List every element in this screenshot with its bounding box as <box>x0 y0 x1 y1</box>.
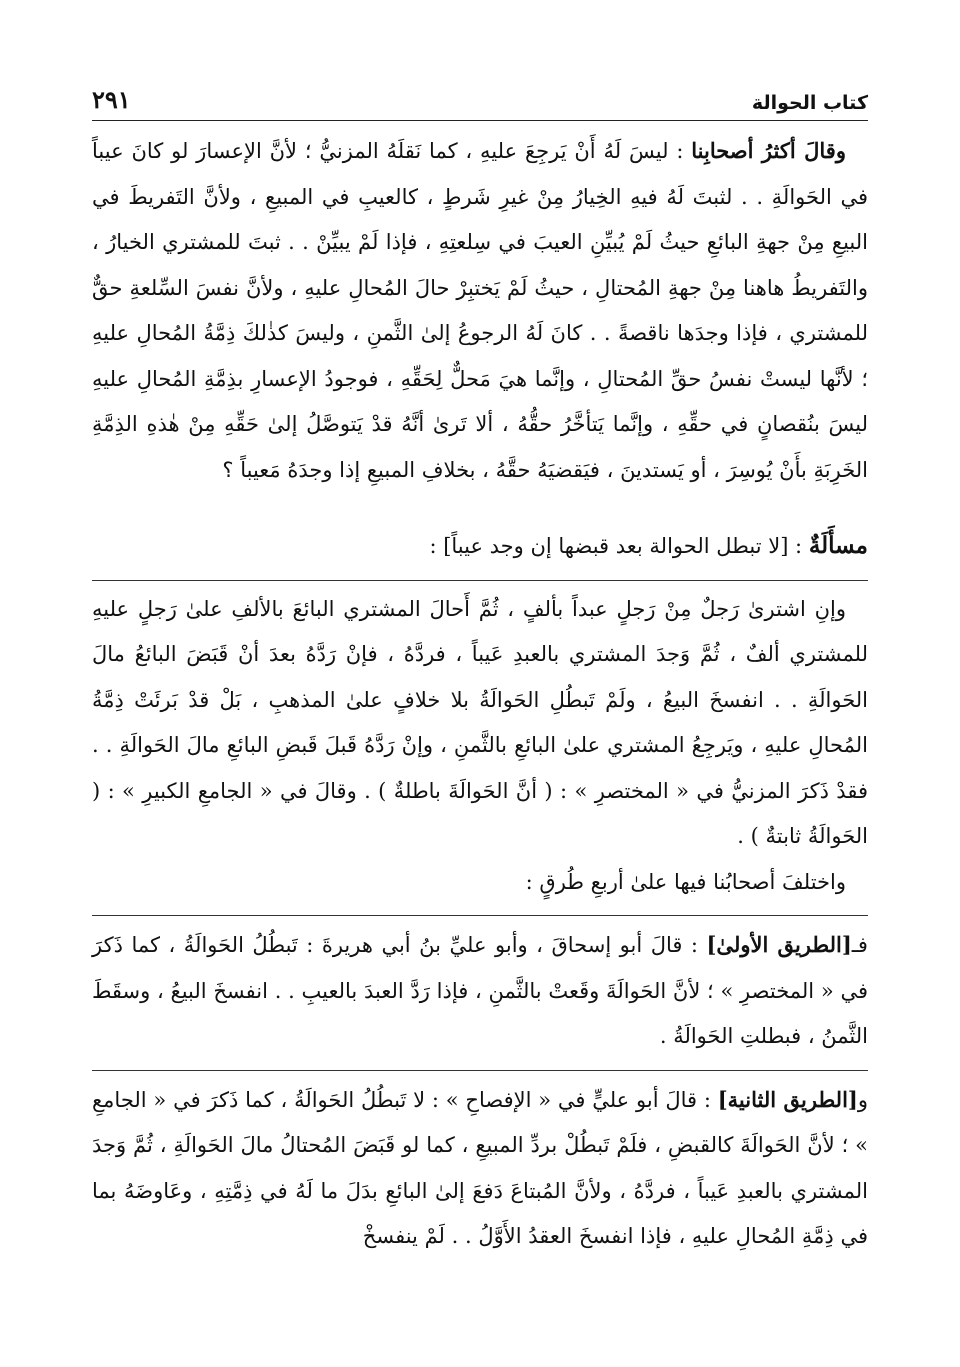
paragraph-first-way <box>92 922 868 1060</box>
page-number: ٢٩١ <box>92 85 131 114</box>
section-divider <box>92 915 868 916</box>
paragraph-four-ways: واختلفَ أصحابُنا فيها علىٰ أربعِ طُرقٍ : <box>525 869 846 894</box>
running-head: كتاب الحوالة <box>751 92 868 114</box>
section-divider <box>92 580 868 581</box>
paragraph-majority-view <box>92 128 868 493</box>
issue-label: مسأَلَةٌ <box>808 532 868 559</box>
second-way-label: [الطريق الثانية] <box>717 1086 858 1112</box>
first-way-label: [الطريق الأولىٰ] <box>706 932 852 957</box>
paragraph-lead: وقالَ أكثرُ أصحابِنا <box>691 138 846 163</box>
paragraph-prefix: فـ <box>851 933 868 957</box>
paragraph-text: : قالَ أبو إسحاقَ ، وأبو عليِّ بنُ أبي هريرةَ : تَبطُلُ الحَوالَةُ ، كما ذَكرَ في « المختصرِ » ؛ لأنَّ الحَوالَةَ وقَعتْ بالثَّمنِ ، فإذا رَدَّ العبدَ بالعيبِ . . انفسخَ البيعُ ، وسقَطَ الثَّمنُ ، فبطلتِ الحَوالَةُ . <box>92 933 868 1048</box>
issue-subtitle: : [لا تبطل الحوالة بعد قبضها إن وجد عيباً] : <box>429 534 809 558</box>
paragraph-text: : ليسَ لَهُ أَنْ يَرجِعَ عليهِ ، كما نَقلَهُ المزنيُّ ؛ لأنَّ الإعسارَ لو كانَ عيباً في الحَوالَةِ . . لثبتَ لَهُ فيهِ الخِيارُ مِنْ غيرِ شَرطٍ ، كالعيبِ في المبيعِ ، ولأنَّ التَفريطَ في البيعِ مِنْ جهةِ البائعِ حيثُ لَمْ يُبيِّنِ العيبَ في سِلعتِهِ ، فإذا لَمْ يبيِّنْ . . ثبتَ للمشتري الخيارُ ، والتَفريطُ هاهنا مِنْ جهةِ المُحتالِ ، حيثُ لَمْ يَختبِرْ حالَ المُحالِ عليهِ ، ولأنَّ نفسَ السِّلعةِ حقٌّ للمشتري ، فإذا وجدَها ناقصةً . . كانَ لَهُ الرجوعُ إلىٰ الثَّمنِ ، وليسَ كذٰلكَ ذِمَّةُ المُحالِ عليهِ ؛ لأنَّها ليستْ نفسُ حقِّ المُحتالِ ، وإنَّما هيَ مَحلٌّ لِحَقِّهِ ، فوجودُ الإعسارِ بذِمَّةِ المُحالِ عليهِ ليسَ بنُقصانٍ في حقِّهِ ، وإنَّما يَتأخَّرُ حقُّهُ ، ألا تَرىٰ أنَّهُ قدْ يَتوصَّلُ إلىٰ حَقِّهِ مِنْ هٰذهِ الذِمَّةِ الخَرِبَةِ بأَنْ يُوسِرَ ، أو يَستدينَ ، فيَقضيَهُ حقَّهُ ، بخلافِ المبيعِ إذا وجدَهُ مَعيباً ؟ <box>92 139 868 482</box>
section-divider <box>92 1070 868 1071</box>
issue-heading <box>92 523 868 570</box>
paragraph-sale-case: وإنِ اشترىٰ رَجلٌ مِنْ رَجلٍ عبداً بألفٍ ، ثُمَّ أَحالَ المشتري البائعَ بالألفِ علىٰ رَجلٍ عليهِ للمشتري ألفٌ ، ثُمَّ وَجدَ المشتري بالعبدِ عَيباً ، فردَّهُ ، فإنْ رَدَّهُ بعدَ أنْ قَبَضَ البائعُ مالَ الحَوالَةِ . . انفسخَ البيعُ ، ولَمْ تَبطُلِ الحَوالَةُ بلا خلافٍ علىٰ المذهبِ ، بَلْ قدْ بَرئَتْ ذِمَّةُ المُحالِ عليهِ ، ويَرجِعُ المشتري علىٰ البائعِ بالثَّمنِ ، وإنْ رَدَّهُ قَبلَ قَبضِ البائعِ مالَ الحَوالَةِ . . فقدْ ذَكرَ المزنيُّ في « المختصرِ » : ( أنَّ الحَوالَةَ باطلةٌ ) . وقالَ في « الجامعِ الكبيرِ » : ( الحَوالَةُ ثابتةٌ ) . <box>92 596 868 848</box>
paragraph-text: : قالَ أبو عليٍّ في « الإفصاحِ » : لا تَبطُلُ الحَوالَةُ ، كما ذَكرَ في « الجامعِ » ؛ لأنَّ الحَوالَةَ كالقبضِ ، فلَمْ تَبطُلْ بردِّ المبيعِ ، كما لو قَبَضَ المُحتالُ مالَ الحَوالَةِ ، ثُمَّ وَجدَ المشتري بالعبدِ عَيباً ، فردَّهُ ، ولأنَّ المُبتاعَ دَفعَ إلىٰ البائعِ بدَلَ ما لَهُ في ذِمَّتِهِ ، وعَاوضَهُ بما في ذِمَّةِ المُحالِ عليهِ ، فإذا انفسخَ العقدُ الأَوَّلُ . . لَمْ ينفسخْ <box>92 1087 868 1248</box>
page-header <box>92 80 868 114</box>
page-body <box>92 128 868 1260</box>
paragraph-second-way <box>92 1077 868 1260</box>
paragraph-prefix: و <box>857 1087 868 1112</box>
header-rule <box>92 120 868 121</box>
